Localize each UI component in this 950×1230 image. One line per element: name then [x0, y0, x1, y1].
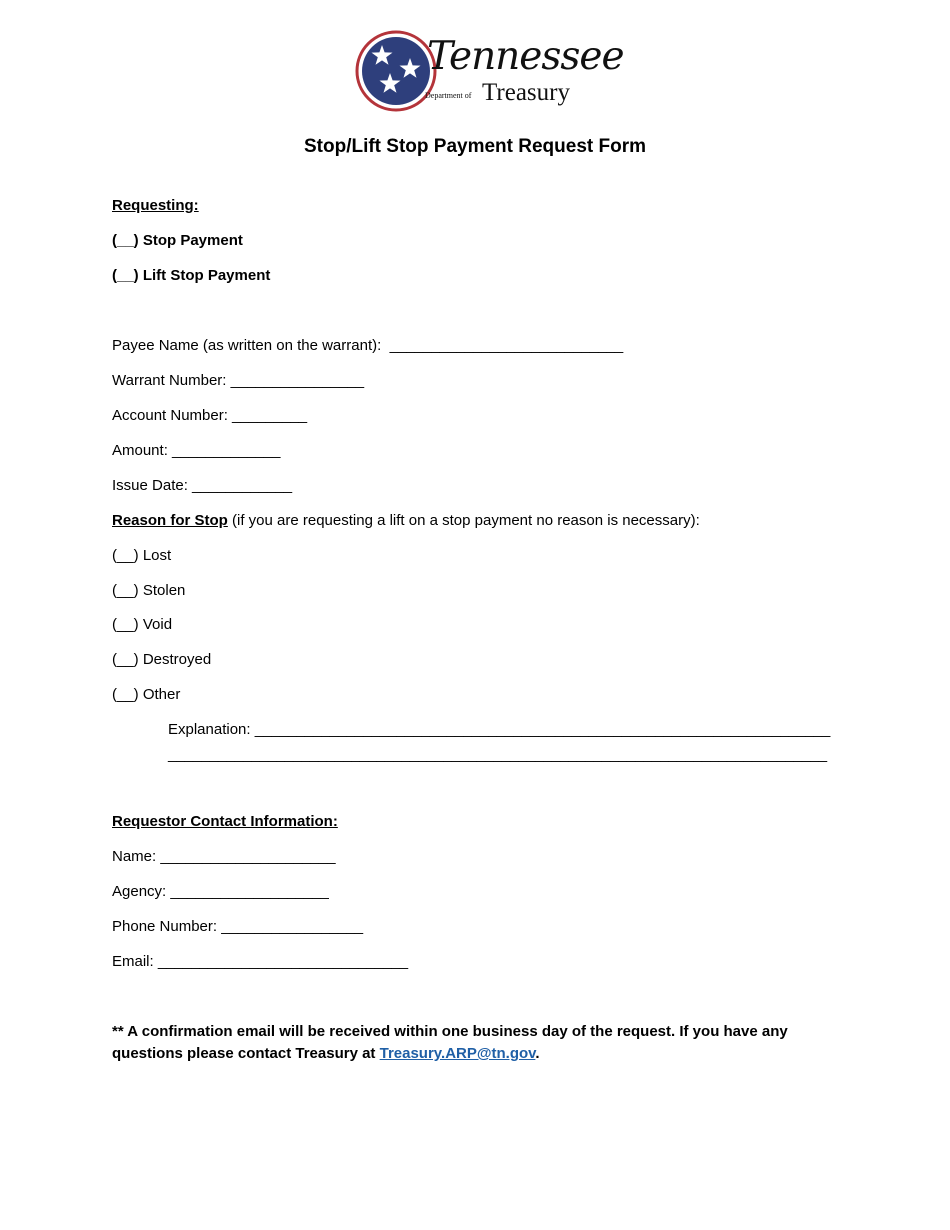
- account-number-field[interactable]: Account Number: _________: [112, 407, 308, 424]
- confirmation-note: [112, 1021, 832, 1065]
- stop-payment-option[interactable]: (__) Stop Payment: [112, 232, 243, 249]
- name-field[interactable]: Name: _____________________: [112, 848, 336, 865]
- warrant-number-field[interactable]: Warrant Number: ________________: [112, 372, 365, 389]
- phone-number-field[interactable]: Phone Number: _________________: [112, 918, 364, 935]
- reason-void-option[interactable]: (__) Void: [112, 616, 173, 633]
- logo-treasury-text: Treasury: [482, 79, 570, 106]
- confirmation-note-text: ** A confirmation email will be received within one business day of the request. If you have any questions please contact Treasury at: [112, 1023, 788, 1062]
- reason-for-stop-line: [112, 511, 700, 531]
- reason-heading: Reason for Stop: [112, 512, 228, 529]
- treasury-email-link[interactable]: Treasury.ARP@tn.gov: [379, 1045, 536, 1062]
- email-field[interactable]: Email: ______________________________: [112, 953, 409, 970]
- reason-other-option[interactable]: (__) Other: [112, 686, 181, 703]
- form-title: Stop/Lift Stop Payment Request Form: [303, 136, 647, 157]
- treasury-logo: [355, 30, 624, 115]
- note-period: .: [535, 1045, 540, 1062]
- logo-wordmark: Tennessee: [427, 34, 624, 79]
- logo-department-text: Department of: [425, 91, 472, 100]
- payee-name-field[interactable]: Payee Name (as written on the warrant): ____________________________: [112, 337, 624, 354]
- agency-field[interactable]: Agency: ___________________: [112, 883, 329, 900]
- explanation-field[interactable]: Explanation: _____________________________________________________________________: [168, 721, 831, 738]
- reason-stolen-option[interactable]: (__) Stolen: [112, 582, 186, 599]
- requesting-heading: Requesting:: [112, 197, 199, 214]
- amount-field[interactable]: Amount: _____________: [112, 442, 281, 459]
- explanation-field-continued[interactable]: _______________________________________________________________________________: [168, 746, 828, 763]
- issue-date-field[interactable]: Issue Date: ____________: [112, 477, 293, 494]
- contact-heading: Requestor Contact Information:: [112, 813, 338, 830]
- reason-lost-option[interactable]: (__) Lost: [112, 547, 172, 564]
- reason-note: (if you are requesting a lift on a stop payment no reason is necessary):: [227, 512, 700, 529]
- lift-stop-payment-option[interactable]: (__) Lift Stop Payment: [112, 267, 271, 284]
- reason-destroyed-option[interactable]: (__) Destroyed: [112, 651, 212, 668]
